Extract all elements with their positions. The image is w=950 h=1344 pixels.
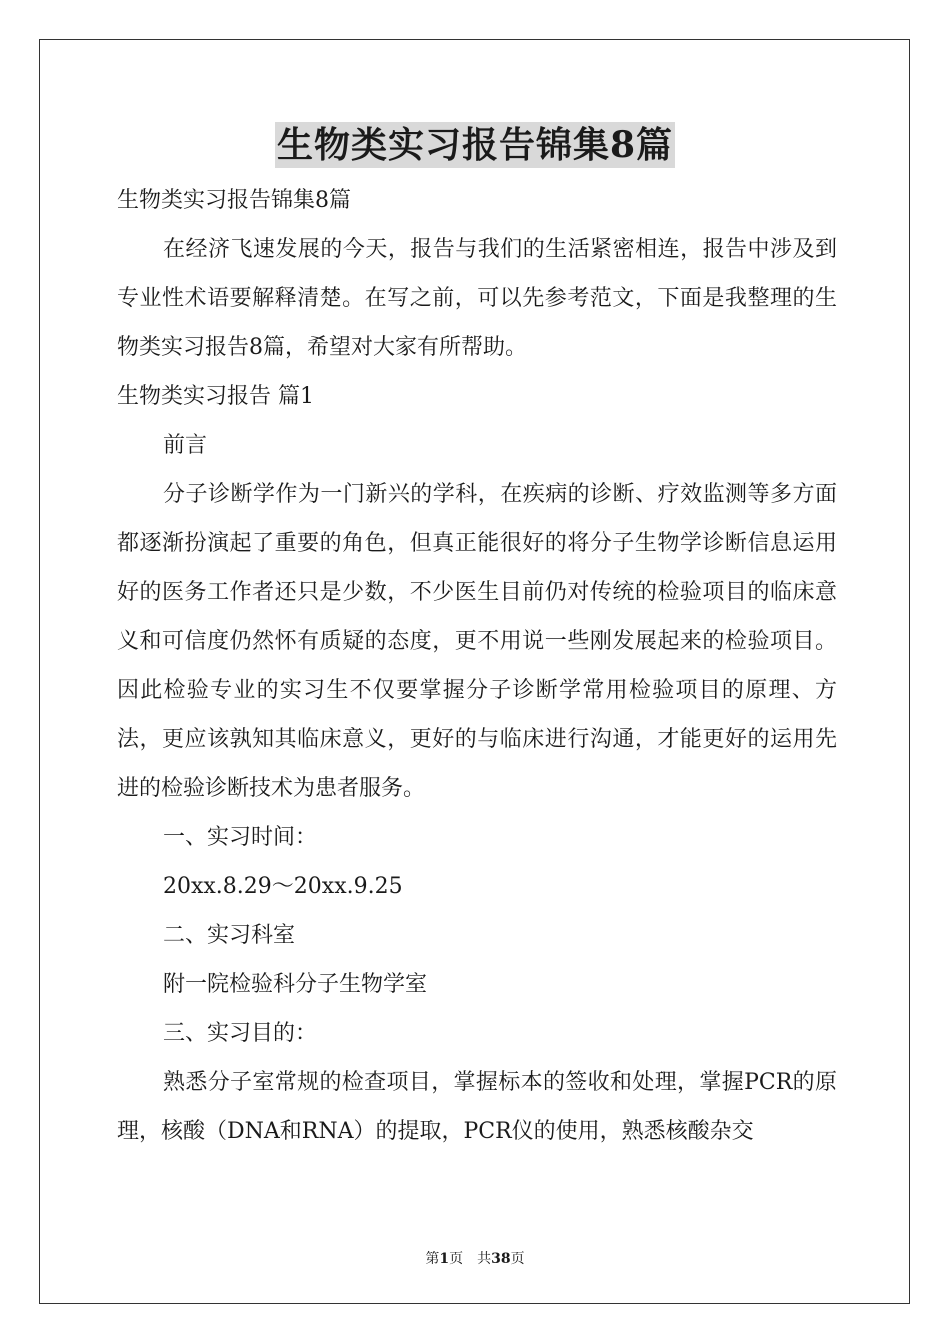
section-heading: 生物类实习报告 篇1 [117, 384, 314, 409]
preface-paragraph: 分子诊断学作为一门新兴的学科，在疾病的诊断、疗效监测等多方面都逐渐扮演起了重要的角色，但真正能很好的将分子生物学诊断信息运用好的医务工作者还只是少数，不少医生目前仍对传统的检验项目的临床意义和可信度仍然怀有质疑的态度，更不用说一些刚发展起来的检验项目。因此检验专业的实习生不仅要掌握分子诊断学常用检验项目的原理、方法，更应该孰知其临床意义，更好的与临床进行沟通，才能更好的运用先进的检验诊断技术为患者服务。 [117, 482, 837, 801]
page-mid: 页 共 [449, 1251, 492, 1267]
internship-time-heading: 一、实习时间： [163, 825, 318, 850]
intro-paragraph: 在经济飞速发展的今天，报告与我们的生活紧密相连，报告中涉及到专业性术语要解释清楚。在写之前，可以先参考范文，下面是我整理的生物类实习报告8篇，希望对大家有所帮助。 [117, 237, 837, 360]
internship-purpose-heading: 三、实习目的： [163, 1021, 318, 1046]
preface-heading: 前言 [163, 433, 208, 458]
page-suffix: 页 [510, 1251, 525, 1267]
document-body [117, 176, 837, 1156]
document-title-block [0, 122, 950, 168]
page-footer [0, 1248, 950, 1268]
internship-time-value: 20xx.8.29～20xx.9.25 [163, 874, 403, 899]
page-number-total: 38 [491, 1251, 511, 1267]
internship-department-value: 附一院检验科分子生物学室 [163, 972, 428, 997]
document-title: 生物类实习报告锦集8篇 [276, 124, 674, 166]
page-number-current: 1 [439, 1251, 450, 1267]
subtitle-paragraph: 生物类实习报告锦集8篇 [117, 188, 351, 213]
internship-department-heading: 二、实习科室 [163, 923, 296, 948]
page-prefix: 第 [425, 1251, 440, 1267]
internship-purpose-paragraph: 熟悉分子室常规的检查项目，掌握标本的签收和处理，掌握PCR的原理，核酸（DNA和RNA）的提取，PCR仪的使用，熟悉核酸杂交 [117, 1070, 837, 1144]
